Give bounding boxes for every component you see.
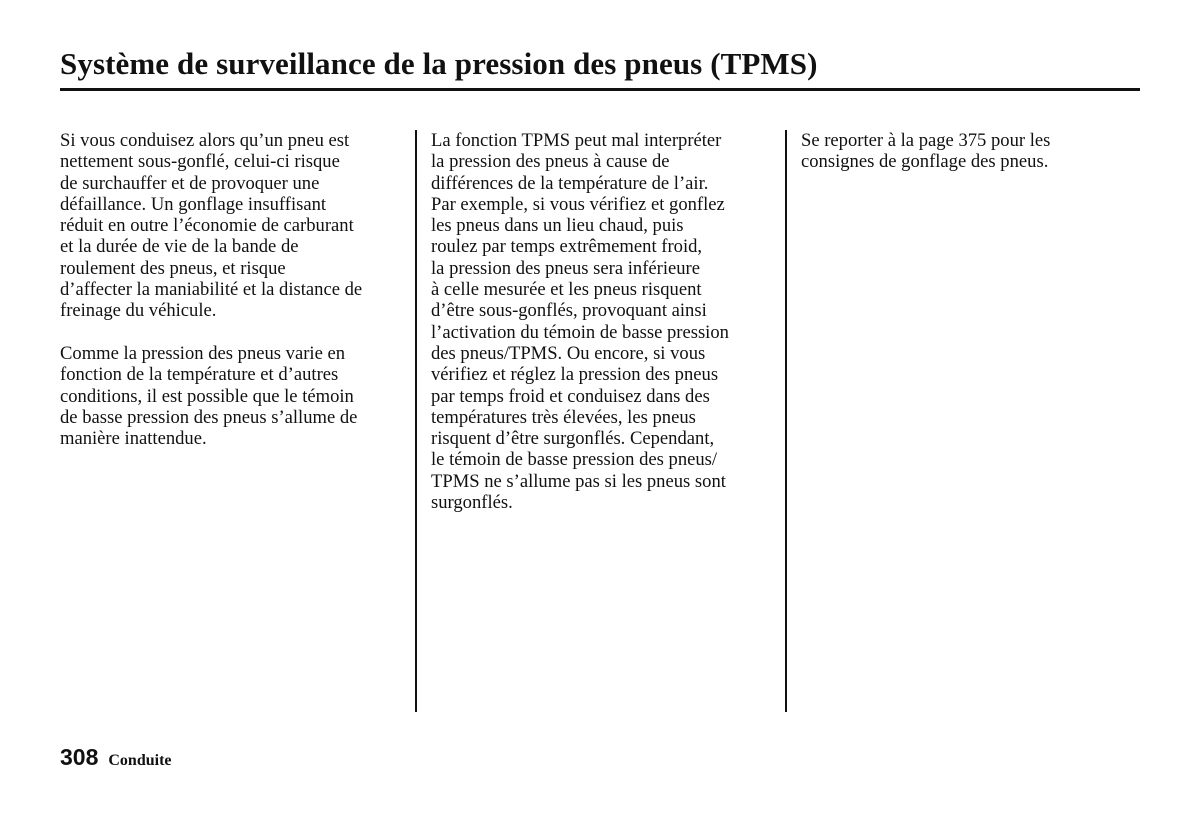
column-divider-1 <box>415 130 417 712</box>
column-left <box>60 130 405 449</box>
page-number: 308 <box>60 744 99 770</box>
paragraph-page-reference: Se reporter à la page 375 pour les consignes de gonflage des pneus. <box>801 130 1051 173</box>
paragraph-underinflation: Si vous conduisez alors qu’un pneu est nettement sous-gonflé, celui-ci risque de surchauffer et de provoquer une défaillance. Un gonflage insuffisant réduit en outre l’économie de carburant et la durée de vie de la bande de roulement des pneus, et risque d’affecter la maniabilité et la distance de freinage du véhicule. <box>60 130 363 322</box>
title-rule <box>60 88 1140 91</box>
page-footer <box>60 744 172 771</box>
section-name: Conduite <box>108 752 172 769</box>
column-divider-2 <box>785 130 787 712</box>
paragraph-pressure-variation: Comme la pression des pneus varie en fonction de la température et d’autres conditions, il est possible que le témoin de basse pression des pneus s’allume de manière inattendue. <box>60 342 358 450</box>
column-middle <box>431 130 776 513</box>
column-right <box>801 130 1141 173</box>
paragraph-temperature-differences: La fonction TPMS peut mal interpréter la pression des pneus à cause de différences de la température de l’air. Par exemple, si vous vérifiez et gonflez les pneus dans un lieu chaud, puis roulez par temps extrêmement froid, la pression des pneus sera inférieure à celle mesurée et les pneus risquent d’être sous-gonflés, provoquant ainsi l’activation du témoin de basse pression des pneus/TPMS. Ou encore, si vous vérifiez et réglez la pression des pneus par temps froid et conduisez dans des températures très élevées, les pneus risquent d’être surgonflés. Cependant, le témoin de basse pression des pneus/ TPMS ne s’allume pas si les pneus sont surgonflés. <box>431 130 729 514</box>
page-title: Système de surveillance de la pression des pneus (TPMS) <box>60 46 818 81</box>
